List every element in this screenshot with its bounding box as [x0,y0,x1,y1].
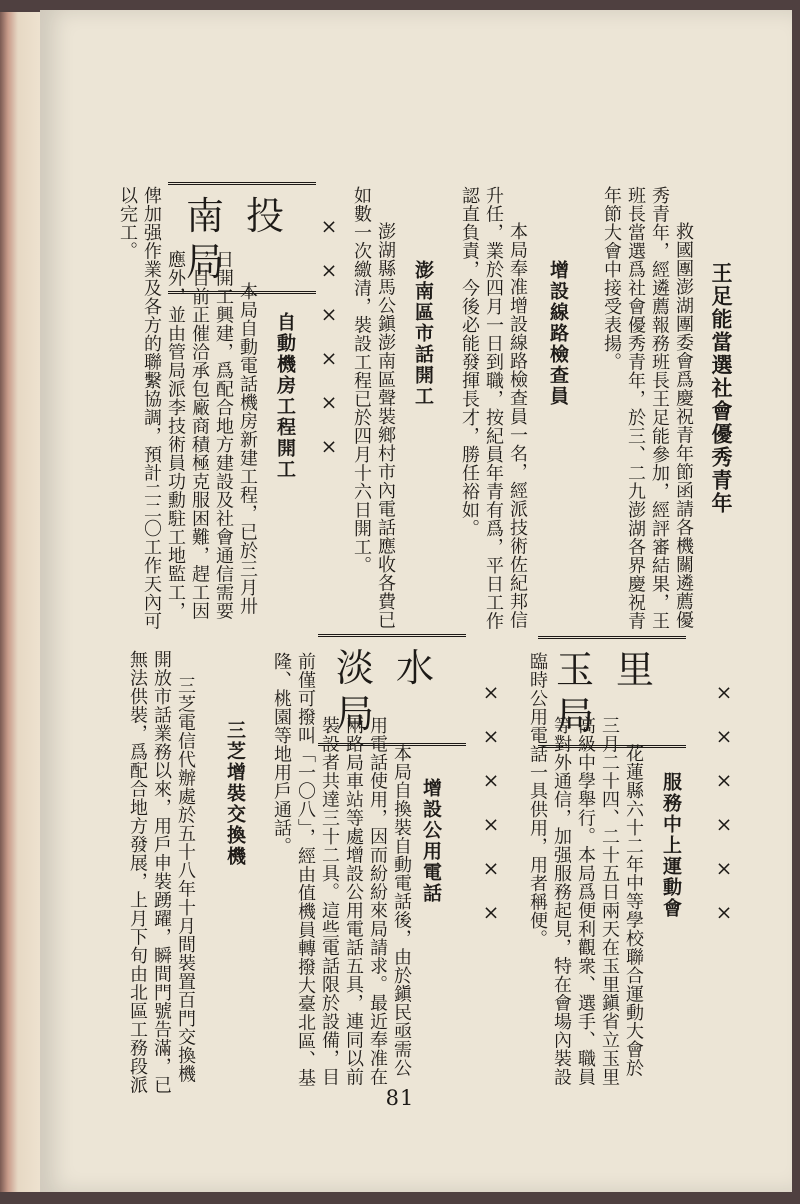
body-line: 認直負責，今後必能發揮長才，勝任裕如。 [459,186,480,538]
body-line: 本局奉准增設線路檢查員一名，經派技術佐紀邦信 [507,222,528,629]
section-heading-outstanding-youth: 王足能當選社會優秀青年 [709,262,733,515]
body-line: 澎湖縣馬公鎭澎南區聲裝鄉村市內電話應收各費已 [375,222,396,629]
body-line: 等對外通信，加强服務起見，特在會場內裝設 [551,716,572,1086]
body-line: 以完工。 [117,186,138,260]
body-line: 高級中學舉行。本局爲便利觀衆、選手、職員 [575,716,596,1086]
bureau-title-text: 淡水局 [336,646,457,736]
body-line: 三芝電信代辦處於五十八年十月間裝置百門交換機 [175,676,196,1083]
section-heading-public-phone: 增設公用電話 [420,778,442,904]
divider-crosses: × × × × × × [317,214,341,458]
body-line: 裝設者共達三十二具。這些電話限於設備，目 [319,716,340,1086]
body-line: 兩路局車站等處增設公用電話五具，連同以前 [343,716,364,1086]
section-heading-auto-room: 自動機房工程開工 [274,312,296,480]
body-line: 日開工興建，爲配合地方建設及社會通信需要 [213,250,234,620]
body-line: 升任，業於四月一日到職，按紀員年青有爲，平日工作 [483,186,504,630]
body-line: 俾加强作業及各方的聯繫協調，預計二二〇工作天內可 [141,186,162,630]
body-line: 如數一次繳清，裝設工程已於四月十六日開工。 [351,186,372,575]
page-number: 81 [385,1086,415,1110]
bureau-title-danshui [318,634,466,746]
bureau-title-text: 玉里局 [556,648,677,738]
body-line: 班長當選爲社會優秀青年，於三、二九澎湖各界慶祝青 [625,186,646,630]
section-heading-sports-meet: 服務中上運動會 [660,772,682,919]
body-line: 花蓮縣六十二年中等學校聯合運動大會於 [623,744,644,1077]
body-line: 本局自換裝自動電話後，由於鎭民亟需公 [391,744,412,1077]
bureau-title-text: 南投局 [186,194,307,284]
divider-crosses: × × × × × × [479,680,503,924]
body-line: 救國團澎湖團委會爲慶祝青年節函請各機關遴薦優 [673,222,694,629]
body-line: 秀青年，經遴薦報務班長王足能參加，經評審結果，王 [649,186,670,630]
body-line: 本局自動電話機房新建工程，已於三月卅 [237,282,258,615]
divider-crosses: × × × × × × [712,680,736,924]
body-line: 無法供裝，爲配合地方發展，上月下旬由北區工務段派 [127,650,148,1094]
body-line: 臨時公用電話一具供用，用者稱便。 [527,652,548,948]
body-line: 應外，並由管局派李技術員功勳駐工地監工， [165,250,186,620]
body-line: 隆、桃園等地用戶通話。 [271,652,292,856]
section-heading-sanzhi-switch: 三芝增裝交換機 [224,720,246,867]
body-line: ，目前正催洽承包廠商積極克服困難，趕工因 [189,250,210,620]
body-line: 三月二十四、二十五日兩天在玉里鎭省立玉里 [599,716,620,1086]
body-line: 開放市話業務以來，用戶申裝踴躍，瞬間門號告滿，已 [151,650,172,1094]
body-line: 年節大會中接受表揚。 [601,186,622,371]
body-line: 前僅可撥叫「一〇八」，經由值機員轉撥大臺北區、基 [295,652,316,1087]
section-heading-line-inspector: 增設線路檢查員 [547,260,569,407]
section-heading-pengnan: 澎南區市話開工 [412,260,434,407]
body-line: 用電話使用，因而紛紛來局請求。最近奉准在 [367,716,388,1086]
